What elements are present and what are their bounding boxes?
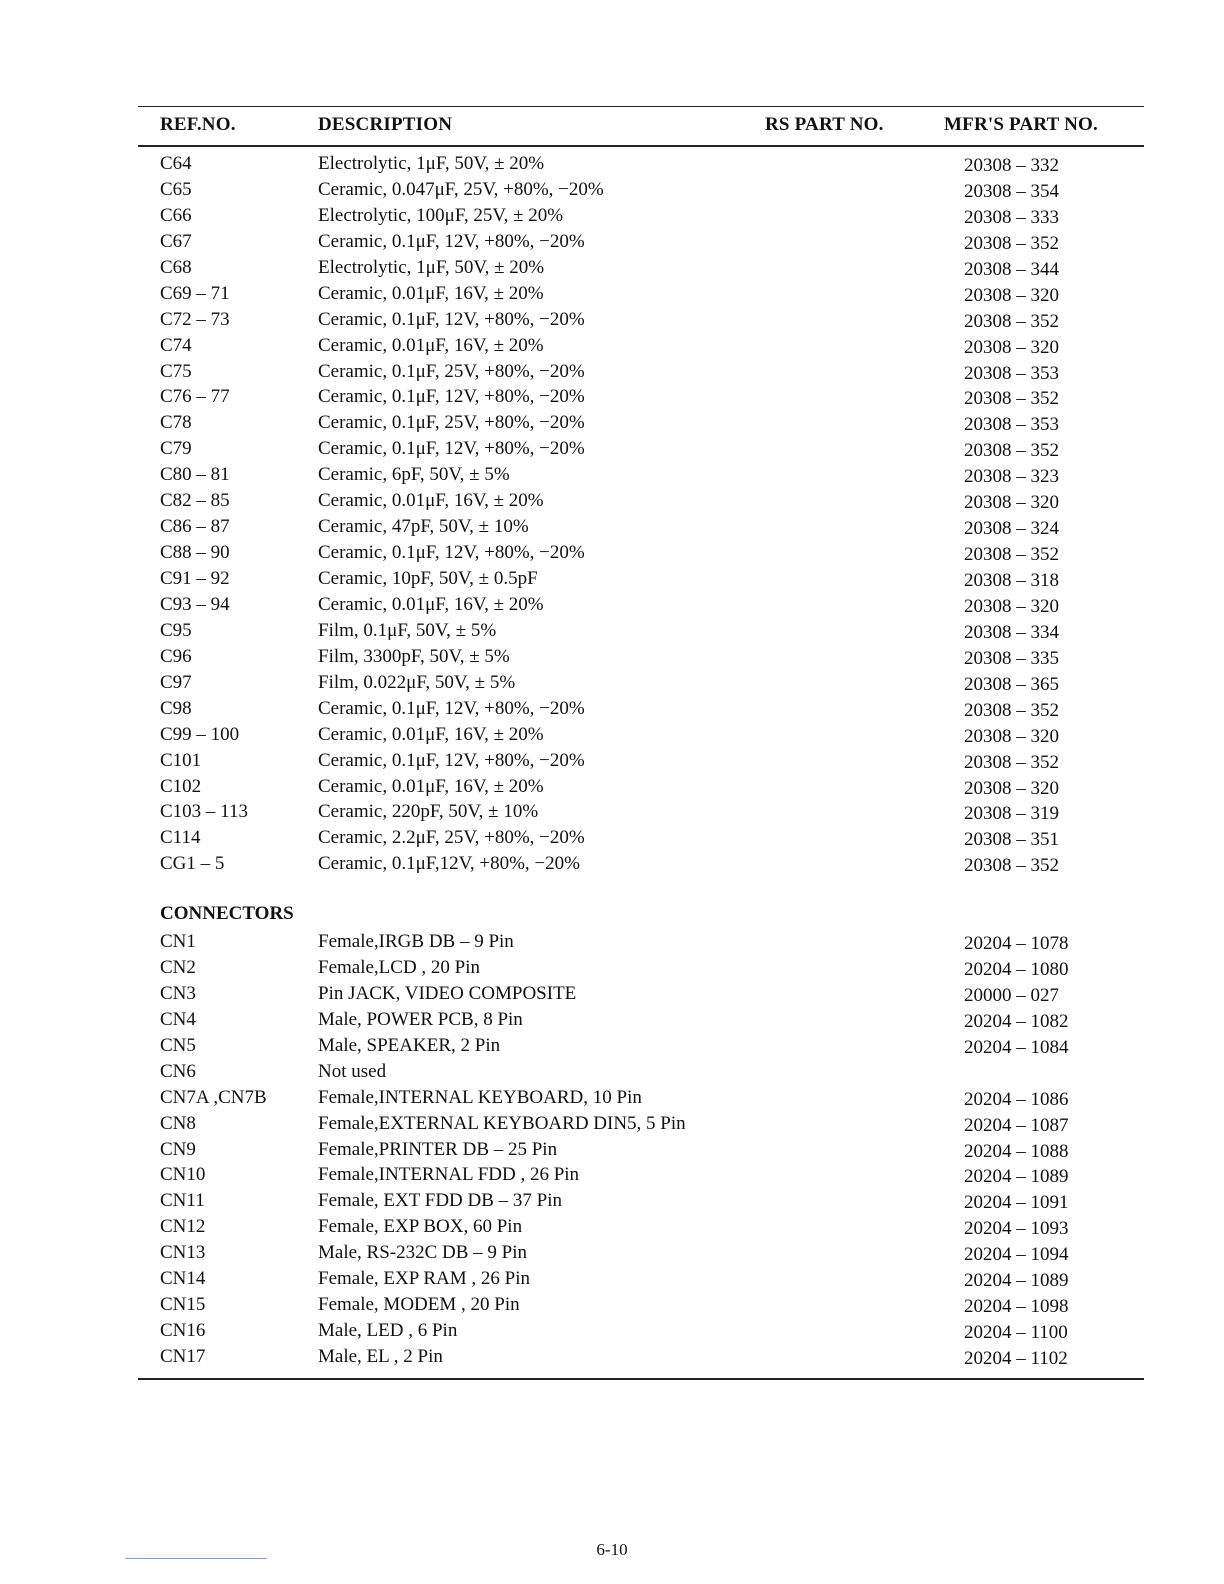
description-cell: Ceramic, 0.1μF, 12V, +80%, −20% [318,438,585,460]
mfr-part-no-cell: 20204 – 1087 [964,1114,1069,1136]
mfr-part-no-cell: 20204 – 1086 [964,1088,1069,1110]
ref-no-cell: C95 [160,619,192,641]
table-row [0,1162,1224,1188]
mfr-part-no-cell: 20308 – 352 [964,855,1059,877]
table-row [0,151,1224,177]
description-cell: Ceramic, 0.01μF, 16V, ± 20% [318,490,544,512]
description-cell: Ceramic, 0.01μF, 16V, ± 20% [318,775,544,797]
ref-no-cell: C67 [160,230,192,252]
mfr-part-no-cell: 20308 – 352 [964,699,1059,721]
ref-no-cell: C114 [160,827,201,849]
ref-no-cell: CN15 [160,1294,206,1316]
ref-no-cell: CN16 [160,1320,206,1342]
table-row [0,203,1224,229]
mfr-part-no-cell: 20204 – 1078 [964,933,1069,954]
description-cell: Female,PRINTER DB – 25 Pin [318,1138,558,1160]
table-row [0,566,1224,592]
mfr-part-no-cell: 20204 – 1098 [964,1296,1069,1318]
table-row [0,384,1224,410]
table-row [0,1007,1224,1033]
ref-no-cell: C75 [160,360,192,382]
description-cell: Female,INTERNAL FDD , 26 Pin [318,1164,580,1186]
description-cell: Female, EXP RAM , 26 Pin [318,1268,530,1290]
mfr-part-no-cell: 20308 – 352 [964,232,1059,254]
description-cell: Ceramic, 0.1μF, 12V, +80%, −20% [318,697,585,719]
header-rs-part-no: RS PART NO. [765,114,884,135]
ref-no-cell: C97 [160,671,192,693]
ref-no-cell: CN1 [160,931,196,952]
description-cell: Male, EL , 2 Pin [318,1346,443,1367]
table-row [0,722,1224,748]
mfr-part-no-cell: 20308 – 318 [964,570,1059,591]
table-row [0,1344,1224,1370]
description-cell: Ceramic, 0.1μF, 12V, +80%, −20% [318,308,585,330]
table-row [0,410,1224,436]
mfr-part-no-cell: 20308 – 335 [964,647,1059,669]
mfr-part-no-cell: 20308 – 333 [964,206,1059,228]
mfr-part-no-cell: 20308 – 352 [964,310,1059,332]
mfr-part-no-cell: 20308 – 319 [964,803,1059,825]
table-row [0,774,1224,800]
description-cell: Female, EXT FDD DB – 37 Pin [318,1190,563,1212]
table-row [0,696,1224,722]
mfr-part-no-cell: 20308 – 332 [964,155,1059,176]
description-cell: Ceramic, 2.2μF, 25V, +80%, −20% [318,827,585,849]
mfr-part-no-cell: 20204 – 1080 [964,958,1069,980]
mfr-part-no-cell: 20204 – 1089 [964,1166,1069,1188]
table-row [0,436,1224,462]
mfr-part-no-cell: 20308 – 320 [964,725,1059,747]
table-row [0,955,1224,981]
ref-no-cell: CN14 [160,1268,206,1290]
page-number: 6-10 [596,1540,628,1559]
table-row [0,825,1224,851]
description-cell: Electrolytic, 1μF, 50V, ± 20% [318,256,545,278]
ref-no-cell: C76 – 77 [160,386,230,408]
description-cell: Ceramic, 10pF, 50V, ± 0.5pF [318,568,538,589]
mfr-part-no-cell: 20308 – 352 [964,440,1059,462]
table-row [0,488,1224,514]
description-cell: Ceramic, 0.01μF, 16V, ± 20% [318,282,544,304]
mfr-part-no-cell: 20204 – 1089 [964,1270,1069,1292]
ref-no-cell: C80 – 81 [160,464,230,486]
ref-no-cell: CG1 – 5 [160,853,225,875]
table-row [0,1033,1224,1059]
description-cell: Male, LED , 6 Pin [318,1320,458,1342]
mfr-part-no-cell: 20308 – 351 [964,829,1059,851]
mfr-part-no-cell: 20204 – 1088 [964,1140,1069,1162]
mfr-part-no-cell: 20308 – 320 [964,284,1059,306]
table-row [0,1240,1224,1266]
table-row [0,929,1224,955]
ref-no-cell: CN7A ,CN7B [160,1086,267,1108]
table-row [0,618,1224,644]
description-cell: Ceramic, 0.01μF, 16V, ± 20% [318,723,544,745]
mfr-part-no-cell: 20204 – 1102 [964,1348,1068,1369]
ref-no-cell: C68 [160,256,192,278]
ref-no-cell: C74 [160,334,192,356]
mfr-part-no-cell: 20308 – 320 [964,777,1059,799]
table-top-rule [138,106,1144,107]
mfr-part-no-cell: 20308 – 353 [964,414,1059,436]
description-cell: Electrolytic, 1μF, 50V, ± 20% [318,153,545,174]
table-row [0,177,1224,203]
description-cell: Male, RS-232C DB – 9 Pin [318,1242,528,1264]
table-row [0,255,1224,281]
mfr-part-no-cell: 20308 – 352 [964,388,1059,410]
table-row [0,1137,1224,1163]
table-row [0,462,1224,488]
mfr-part-no-cell: 20308 – 320 [964,595,1059,617]
table-row [0,592,1224,618]
description-cell: Ceramic, 0.1μF, 12V, +80%, −20% [318,542,585,564]
ref-no-cell: C66 [160,204,192,226]
description-cell: Not used [318,1060,387,1082]
table-row [0,1266,1224,1292]
ref-no-cell: C102 [160,775,202,797]
description-cell: Electrolytic, 100μF, 25V, ± 20% [318,204,564,226]
table-row [0,1292,1224,1318]
capacitor-rows [0,151,1224,877]
table-row [0,981,1224,1007]
ref-no-cell: C103 – 113 [160,801,248,823]
mfr-part-no-cell: 20308 – 365 [964,673,1059,695]
description-cell: Ceramic, 0.01μF, 16V, ± 20% [318,334,544,356]
description-cell: Film, 3300pF, 50V, ± 5% [318,645,510,667]
table-row [0,1059,1224,1085]
ref-no-cell: C82 – 85 [160,490,230,512]
mfr-part-no-cell: 20308 – 354 [964,180,1059,202]
ref-no-cell: CN4 [160,1008,196,1030]
ref-no-cell: C93 – 94 [160,593,230,615]
table-row [0,644,1224,670]
ref-no-cell: CN17 [160,1346,206,1367]
description-cell: Film, 0.022μF, 50V, ± 5% [318,671,516,693]
table-row [0,1085,1224,1111]
table-row [0,1318,1224,1344]
mfr-part-no-cell: 20204 – 1100 [964,1322,1068,1344]
ref-no-cell: C64 [160,153,192,174]
ref-no-cell: CN8 [160,1112,196,1134]
table-row [0,799,1224,825]
connectors-section-title: CONNECTORS [160,903,294,924]
table-row [0,1188,1224,1214]
ref-no-cell: CN10 [160,1164,206,1186]
description-cell: Ceramic, 0.1μF, 12V, +80%, −20% [318,386,585,408]
table-row [0,1111,1224,1137]
description-cell: Film, 0.1μF, 50V, ± 5% [318,619,497,641]
description-cell: Ceramic, 220pF, 50V, ± 10% [318,801,539,823]
ref-no-cell: C78 [160,412,192,434]
ref-no-cell: C91 – 92 [160,568,230,589]
ref-no-cell: C88 – 90 [160,542,230,564]
table-row [0,1214,1224,1240]
table-row [0,748,1224,774]
mfr-part-no-cell: 20204 – 1082 [964,1010,1069,1032]
ref-no-cell: C79 [160,438,192,460]
description-cell: Ceramic, 0.1μF, 12V, +80%, −20% [318,749,585,771]
ref-no-cell: CN9 [160,1138,196,1160]
header-mfr-part-no: MFR'S PART NO. [944,114,1098,135]
description-cell: Male, POWER PCB, 8 Pin [318,1008,523,1030]
description-cell: Ceramic, 0.1μF, 25V, +80%, −20% [318,360,585,382]
description-cell: Ceramic, 0.01μF, 16V, ± 20% [318,593,544,615]
header-ref-no: REF.NO. [160,114,236,135]
mfr-part-no-cell: 20308 – 352 [964,544,1059,566]
ref-no-cell: CN5 [160,1034,196,1056]
mfr-part-no-cell: 20308 – 352 [964,751,1059,773]
ref-no-cell: C98 [160,697,192,719]
mfr-part-no-cell: 20204 – 1091 [964,1192,1069,1214]
mfr-part-no-cell: 20000 – 027 [964,984,1059,1006]
table-row [0,333,1224,359]
description-cell: Ceramic, 47pF, 50V, ± 10% [318,516,529,538]
table-row [0,540,1224,566]
ref-no-cell: C96 [160,645,192,667]
description-cell: Female,INTERNAL KEYBOARD, 10 Pin [318,1086,642,1108]
mfr-part-no-cell: 20308 – 344 [964,258,1059,280]
ref-no-cell: C86 – 87 [160,516,230,538]
ref-no-cell: CN11 [160,1190,205,1212]
table-row [0,307,1224,333]
table-row [0,281,1224,307]
mfr-part-no-cell: 20308 – 323 [964,466,1059,488]
description-cell: Female,IRGB DB – 9 Pin [318,931,514,952]
connector-rows [0,929,1224,1370]
ref-no-cell: CN12 [160,1216,206,1238]
ref-no-cell: CN6 [160,1060,196,1082]
ref-no-cell: CN2 [160,956,196,978]
description-cell: Ceramic, 0.047μF, 25V, +80%, −20% [318,178,604,200]
ref-no-cell: C72 – 73 [160,308,230,330]
mfr-part-no-cell: 20204 – 1084 [964,1036,1069,1058]
mfr-part-no-cell: 20308 – 334 [964,621,1059,643]
description-cell: Ceramic, 6pF, 50V, ± 5% [318,464,510,486]
description-cell: Male, SPEAKER, 2 Pin [318,1034,501,1056]
mfr-part-no-cell: 20308 – 320 [964,336,1059,358]
ref-no-cell: C99 – 100 [160,723,240,745]
description-cell: Female, EXP BOX, 60 Pin [318,1216,523,1238]
description-cell: Female, MODEM , 20 Pin [318,1294,520,1316]
description-cell: Pin JACK, VIDEO COMPOSITE [318,982,577,1004]
footer-line [125,1558,267,1559]
table-row [0,359,1224,385]
mfr-part-no-cell: 20308 – 353 [964,362,1059,384]
ref-no-cell: C101 [160,749,202,771]
mfr-part-no-cell: 20204 – 1093 [964,1218,1069,1240]
header-description: DESCRIPTION [318,114,453,135]
mfr-part-no-cell: 20204 – 1094 [964,1244,1069,1266]
description-cell: Female,LCD , 20 Pin [318,956,481,978]
mfr-part-no-cell: 20308 – 324 [964,518,1059,540]
ref-no-cell: CN3 [160,982,196,1004]
ref-no-cell: CN13 [160,1242,206,1264]
mfr-part-no-cell: 20308 – 320 [964,492,1059,514]
description-cell: Female,EXTERNAL KEYBOARD DIN5, 5 Pin [318,1112,686,1134]
table-row [0,514,1224,540]
description-cell: Ceramic, 0.1μF, 12V, +80%, −20% [318,230,585,252]
ref-no-cell: C69 – 71 [160,282,230,304]
table-bottom-rule [138,1378,1144,1380]
table-row [0,851,1224,877]
table-row [0,670,1224,696]
description-cell: Ceramic, 0.1μF,12V, +80%, −20% [318,853,580,875]
description-cell: Ceramic, 0.1μF, 25V, +80%, −20% [318,412,585,434]
table-row [0,229,1224,255]
header-rule [138,145,1144,147]
ref-no-cell: C65 [160,178,192,200]
